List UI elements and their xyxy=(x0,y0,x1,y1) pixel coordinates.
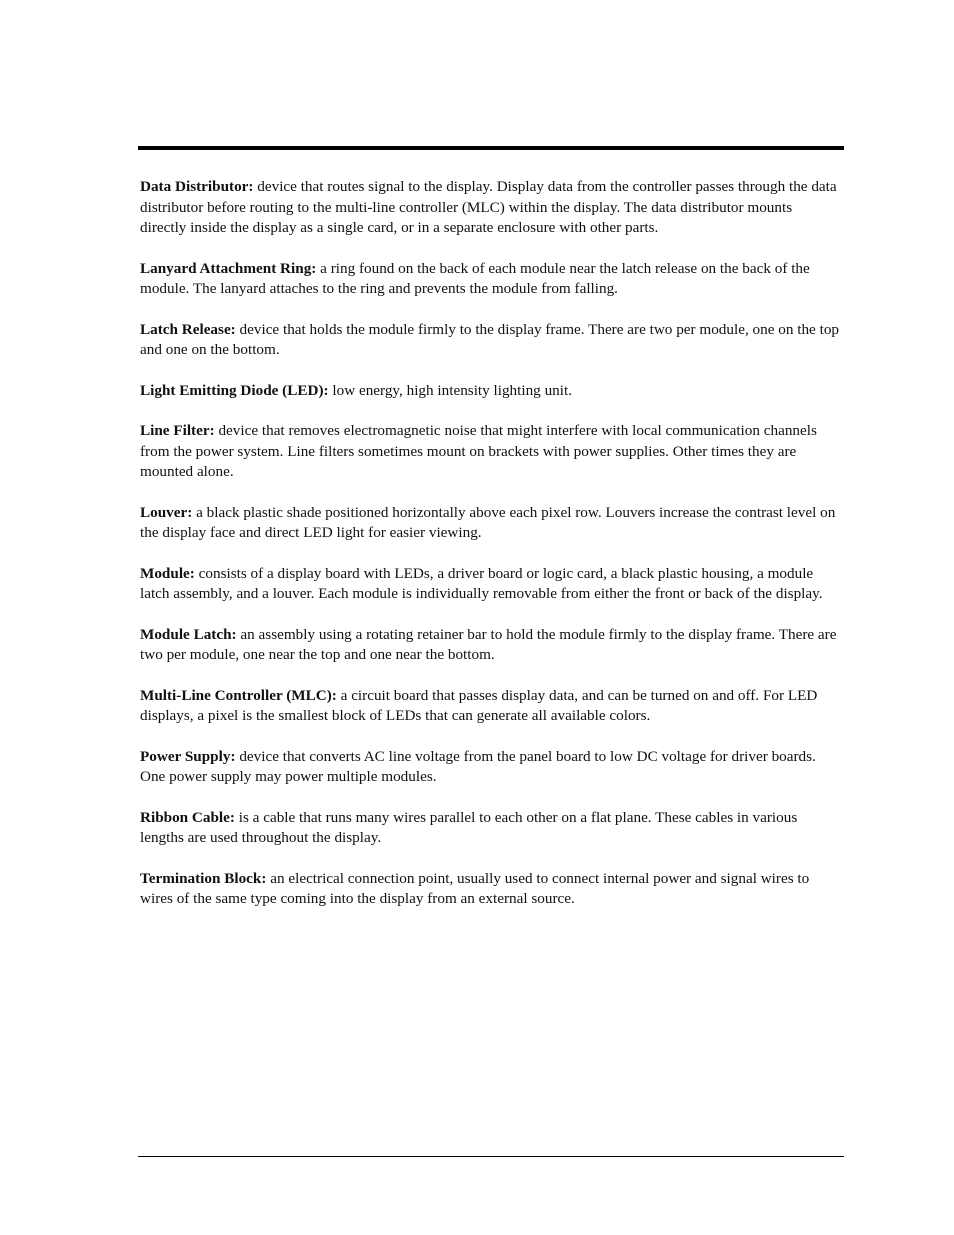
glossary-entry-ribbon-cable xyxy=(140,808,842,849)
glossary-list xyxy=(140,177,842,930)
glossary-entry-multi-line-controller xyxy=(140,686,842,727)
glossary-entry-latch-release xyxy=(140,320,842,361)
glossary-definition: low energy, high intensity lighting unit. xyxy=(328,381,573,399)
glossary-entry-power-supply xyxy=(140,747,842,788)
glossary-term: Module Latch: xyxy=(140,625,237,643)
footer-rule xyxy=(138,1156,844,1157)
glossary-definition: is a cable that runs many wires parallel to each other on a flat plane. These cables in various lengths are used throughout the display. xyxy=(140,808,798,846)
glossary-entry-module xyxy=(140,564,842,605)
glossary-definition: device that converts AC line voltage from the panel board to low DC voltage for driver boards. One power supply may power multiple modules. xyxy=(140,747,816,785)
glossary-term: Termination Block: xyxy=(140,869,267,887)
glossary-definition: device that removes electromagnetic noise that might interfere with local communication channels from the power system. Line filters sometimes mount on brackets with power supplies. Other times they are mounted alone. xyxy=(140,422,817,480)
glossary-term: Multi-Line Controller (MLC): xyxy=(140,686,337,704)
glossary-entry-data-distributor xyxy=(140,177,842,239)
glossary-entry-louver xyxy=(140,503,842,544)
glossary-term: Power Supply: xyxy=(140,747,236,765)
glossary-term: Line Filter: xyxy=(140,422,215,439)
glossary-entry-termination-block xyxy=(140,869,842,910)
glossary-entry-line-filter xyxy=(140,421,842,483)
glossary-entry-module-latch xyxy=(140,625,842,666)
glossary-entry-led xyxy=(140,381,842,402)
glossary-definition: device that routes signal to the display. Display data from the controller passes through the data distributor before routing to the multi-line controller (MLC) within the display. The data distributor mounts directly inside the display as a single card, or in a separate enclosure with other parts. xyxy=(140,178,837,236)
glossary-term: Lanyard Attachment Ring: xyxy=(140,259,317,277)
glossary-definition: a black plastic shade positioned horizontally above each pixel row. Louvers increase the contrast level on the display face and direct LED light for easier viewing. xyxy=(140,503,836,541)
glossary-term: Light Emitting Diode (LED): xyxy=(140,381,329,399)
glossary-definition: an assembly using a rotating retainer bar to hold the module firmly to the display frame. There are two per module, one near the top and one near the bottom. xyxy=(140,625,837,663)
glossary-term: Data Distributor: xyxy=(140,178,254,195)
glossary-definition: consists of a display board with LEDs, a driver board or logic card, a black plastic housing, a module latch assembly, and a louver. Each module is individually removable from either the front or back of the display. xyxy=(140,564,823,602)
header-rule xyxy=(138,146,844,150)
glossary-term: Ribbon Cable: xyxy=(140,808,235,826)
glossary-term: Module: xyxy=(140,564,195,582)
glossary-definition: an electrical connection point, usually used to connect internal power and signal wires to wires of the same type coming into the display from an external source. xyxy=(140,869,810,907)
glossary-term: Latch Release: xyxy=(140,320,236,338)
glossary-definition: a circuit board that passes display data, and can be turned on and off. For LED displays, a pixel is the smallest block of LEDs that can generate all available colors. xyxy=(140,686,818,724)
glossary-entry-lanyard-attachment-ring xyxy=(140,259,842,300)
glossary-term: Louver: xyxy=(140,503,193,521)
glossary-definition: a ring found on the back of each module near the latch release on the back of the module. The lanyard attaches to the ring and prevents the module from falling. xyxy=(140,259,810,297)
glossary-definition: device that holds the module firmly to the display frame. There are two per module, one on the top and one on the bottom. xyxy=(140,320,840,358)
